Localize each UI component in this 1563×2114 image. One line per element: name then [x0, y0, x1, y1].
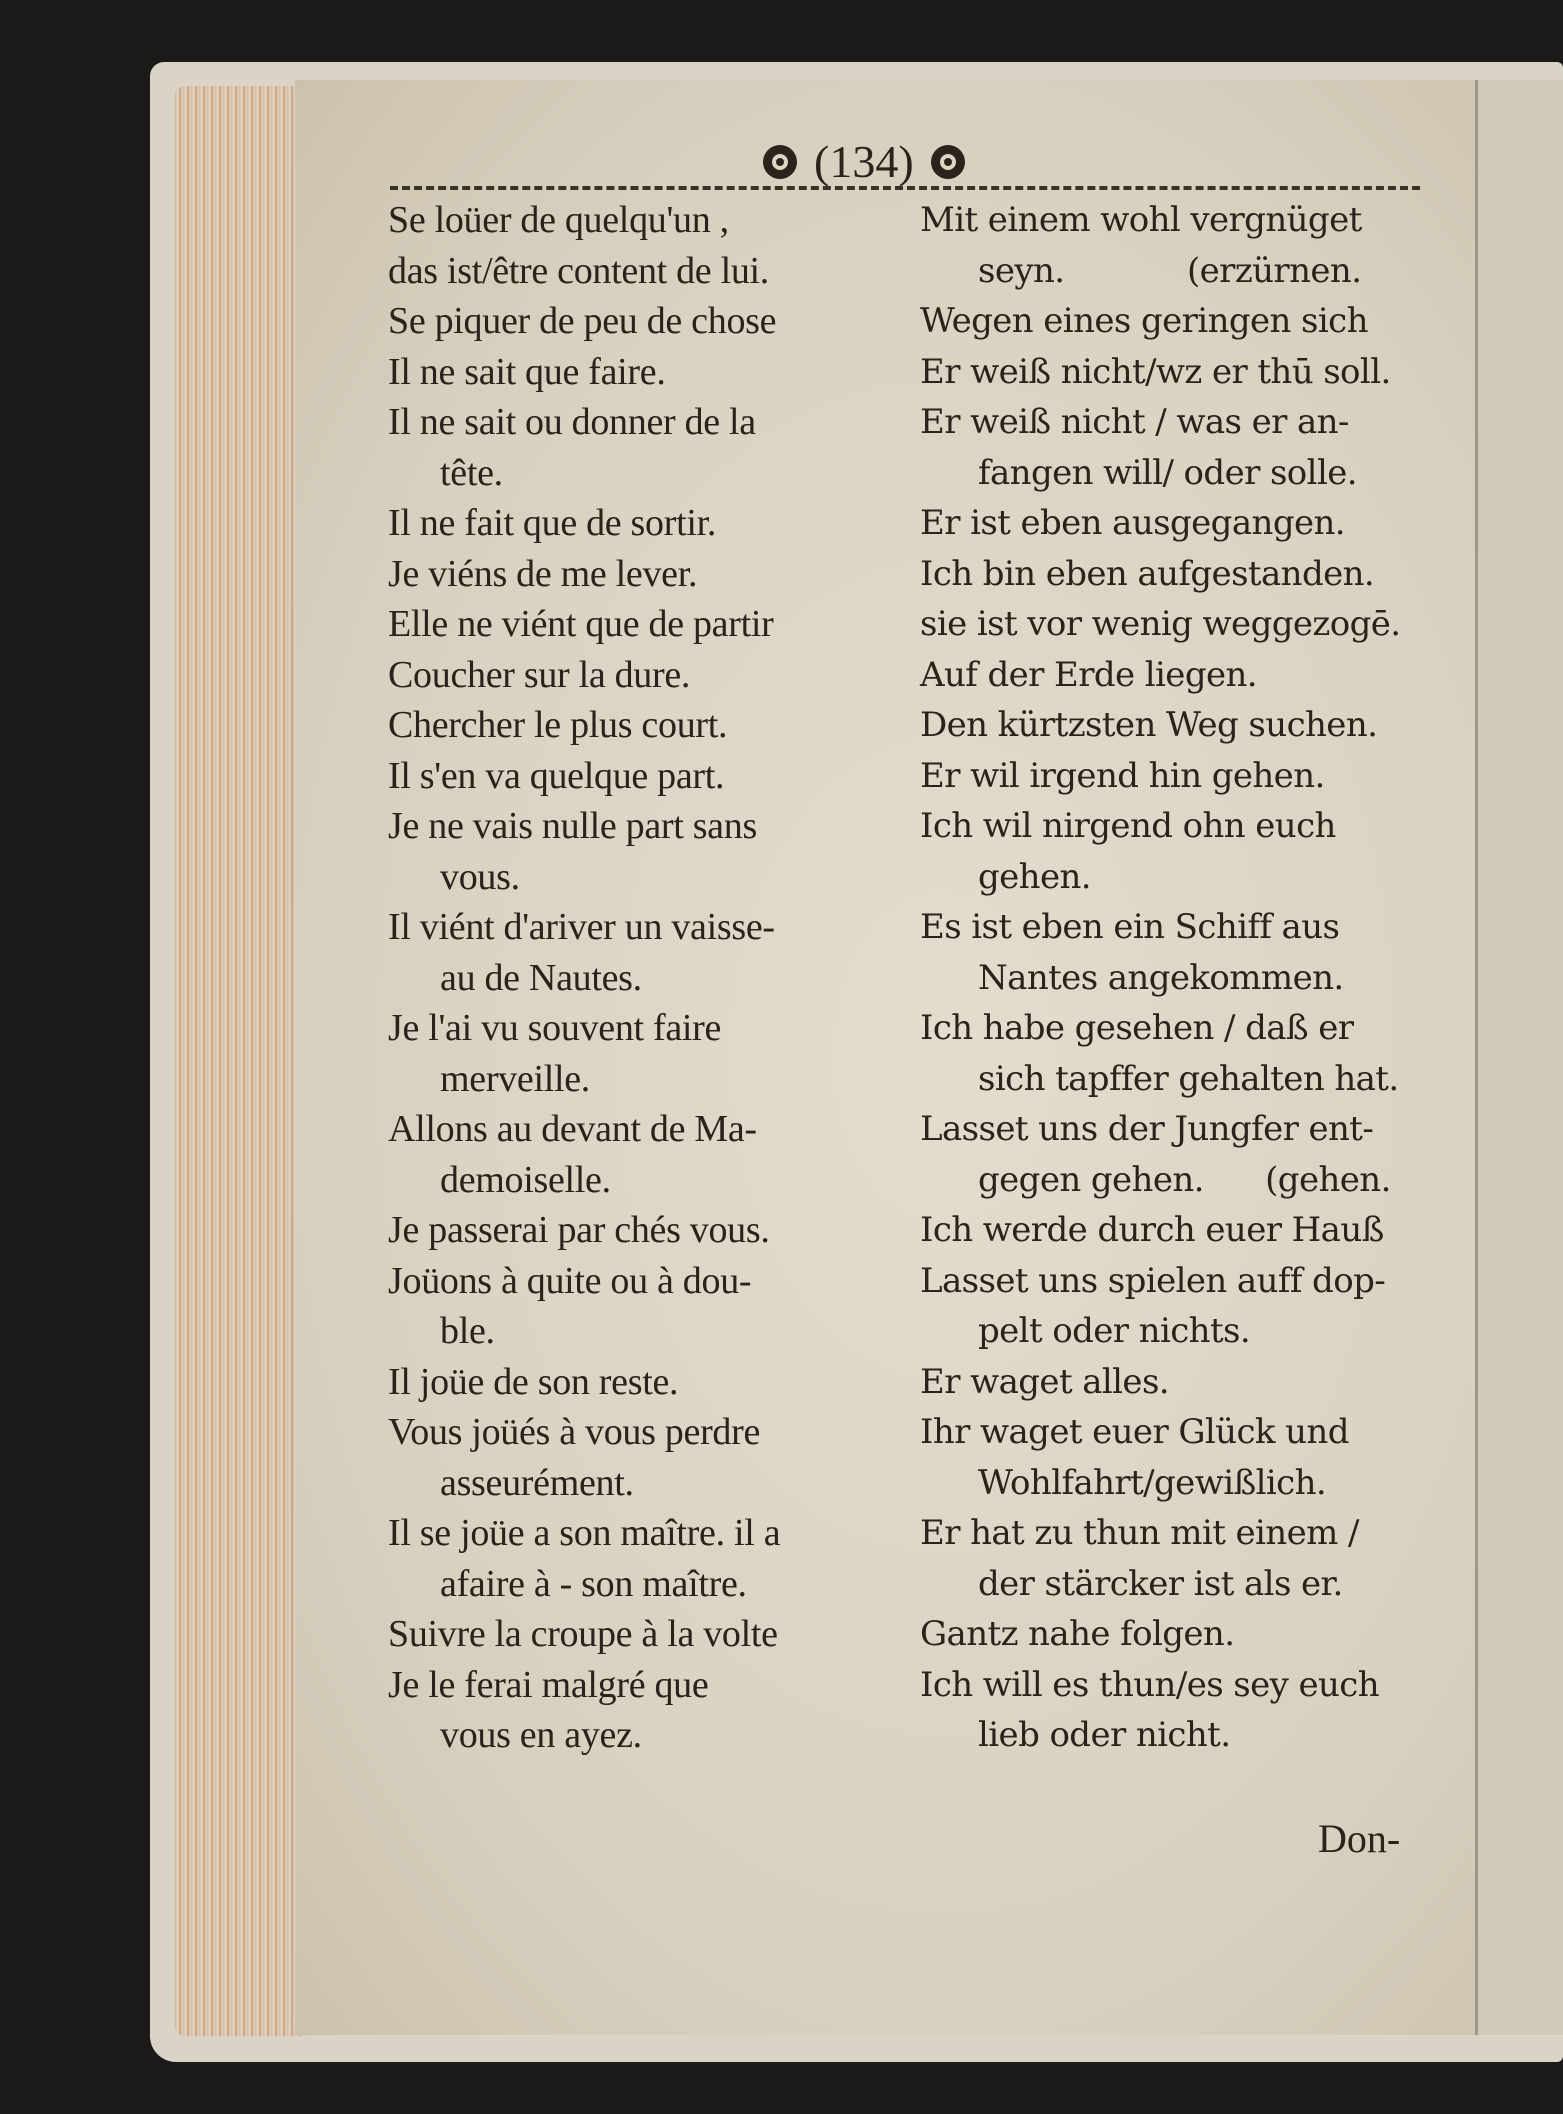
- german-line: seyn. (erzürnen.: [978, 250, 1362, 291]
- page-edges: [175, 86, 305, 2036]
- german-line: Lasset uns der Jungfer ent-: [920, 1109, 1374, 1149]
- german-line: der stärcker ist als er.: [978, 1563, 1343, 1604]
- french-line: Se loüer de quelqu'un ,: [388, 199, 729, 241]
- german-line: Wegen eines geringen sich: [920, 301, 1368, 341]
- german-line: Er weiß nicht / was er an-: [920, 402, 1349, 442]
- french-line: asseurément.: [440, 1461, 634, 1504]
- french-line: Coucher sur la dure.: [388, 653, 691, 696]
- german-line: sie ist vor wenig weggezogē.: [920, 604, 1401, 644]
- page-number: (134): [814, 136, 914, 187]
- facing-page-edge: [1475, 80, 1563, 2035]
- french-line: Je viéns de me lever.: [388, 552, 698, 595]
- french-line: Chercher le plus court.: [388, 704, 728, 746]
- french-line: Il ne sait ou donner de la: [388, 401, 756, 443]
- german-line: fangen will/ oder solle.: [978, 452, 1357, 493]
- french-line: vous en ayez.: [440, 1714, 642, 1756]
- german-column: [920, 195, 1420, 1761]
- french-line: demoiselle.: [440, 1158, 611, 1201]
- german-line: Es ist eben ein Schiff aus: [920, 907, 1340, 947]
- french-line: Il s'en va quelque part.: [388, 754, 725, 797]
- french-line: Je passerai par chés vous.: [388, 1209, 770, 1251]
- german-line: Er hat zu thun mit einem /: [920, 1513, 1359, 1553]
- german-line: Ich will es thun/es sey euch: [920, 1664, 1380, 1705]
- french-line: Vous joüés à vous perdre: [388, 1411, 761, 1453]
- catchword: Don-: [1318, 1816, 1401, 1861]
- french-line: ble.: [440, 1310, 495, 1352]
- french-line: Se piquer de peu de chose: [388, 300, 777, 342]
- german-line: Mit einem wohl vergnüget: [920, 200, 1362, 240]
- german-line: sich tapffer gehalten hat.: [978, 1058, 1399, 1099]
- flower-ornament-icon: [760, 142, 800, 182]
- german-line: Ich wil nirgend ohn euch: [920, 806, 1336, 846]
- german-line: Wohlfahrt/gewißlich.: [978, 1462, 1327, 1503]
- french-line: merveille.: [440, 1057, 590, 1100]
- flower-ornament-icon: [928, 142, 968, 182]
- french-line: Il viént d'ariver un vaisse-: [388, 906, 775, 948]
- french-line: tête.: [440, 451, 503, 494]
- german-line: Ich werde durch euer Hauß: [920, 1210, 1384, 1250]
- german-line: gehen.: [978, 856, 1092, 897]
- french-line: Je l'ai vu souvent faire: [388, 1007, 722, 1049]
- french-line: Je ne vais nulle part sans: [388, 805, 757, 847]
- german-line: Er wil irgend hin gehen.: [920, 755, 1325, 796]
- french-line: das ist/être content de lui.: [388, 249, 769, 292]
- french-line: Il joüe de son reste.: [388, 1360, 679, 1403]
- french-line: Joüons à quite ou à dou-: [388, 1259, 752, 1302]
- french-line: Il ne sait que faire.: [388, 350, 666, 393]
- german-line: Gantz nahe folgen.: [920, 1614, 1235, 1654]
- french-line: Allons au devant de Ma-: [388, 1108, 757, 1150]
- german-line: Er weiß nicht/wz er thū soll.: [920, 351, 1391, 392]
- french-line: Il se joüe a son maître. il a: [388, 1512, 781, 1554]
- german-line: Er ist eben ausgegangen.: [920, 503, 1346, 543]
- header-rule: [390, 186, 1420, 190]
- french-line: au de Nautes.: [440, 956, 642, 999]
- french-line: afaire à - son maître.: [440, 1562, 747, 1605]
- french-line: Je le ferai malgré que: [388, 1663, 709, 1706]
- french-line: Il ne fait que de sortir.: [388, 502, 717, 544]
- german-line: Ich bin eben aufgestanden.: [920, 553, 1375, 594]
- german-line: Nantes angekommen.: [978, 957, 1344, 998]
- german-line: Ihr waget euer Glück und: [920, 1412, 1349, 1452]
- french-line: Suivre la croupe à la volte: [388, 1613, 778, 1655]
- german-line: gegen gehen. (gehen.: [978, 1159, 1391, 1200]
- german-line: Ich habe gesehen / daß er: [920, 1008, 1354, 1048]
- french-line: Elle ne viént que de partir: [388, 603, 774, 645]
- german-line: Er waget alles.: [920, 1361, 1170, 1402]
- german-line: pelt oder nichts.: [978, 1311, 1251, 1351]
- german-line: lieb oder nicht.: [978, 1715, 1231, 1755]
- german-line: Auf der Erde liegen.: [920, 654, 1258, 695]
- french-column: [388, 195, 908, 1761]
- french-line: vous.: [440, 855, 520, 898]
- german-line: Den kürtzsten Weg suchen.: [920, 705, 1378, 745]
- german-line: Lasset uns spielen auff dop-: [920, 1260, 1386, 1301]
